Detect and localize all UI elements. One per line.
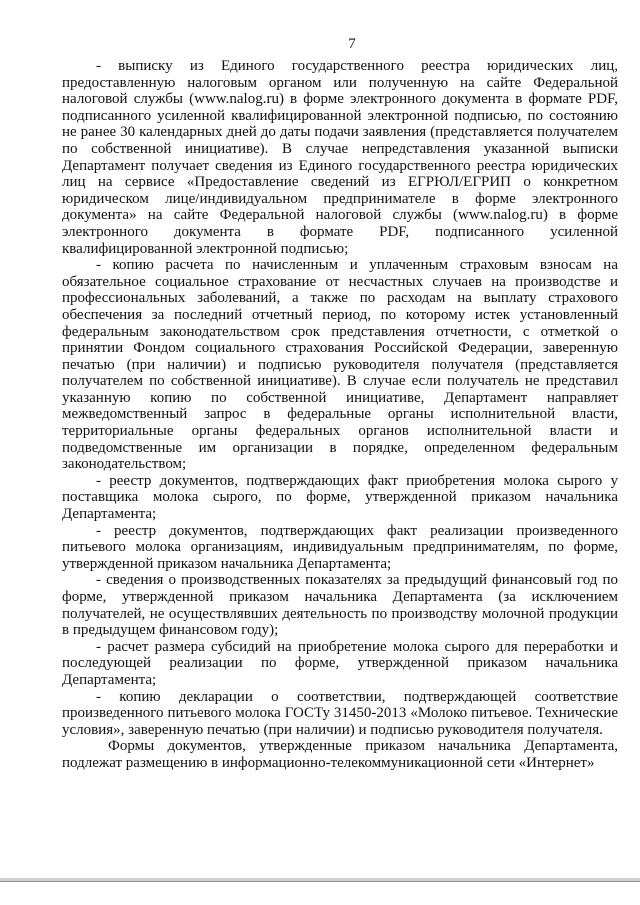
paragraph-insurance-calculation: - копию расчета по начисленным и уплаченным страховым взносам на обязательное социальное страхование от несчастных случаев на производстве и профессиональных заболеваний, а также по расходам на выплату страхового обеспечения за последний отчетный период, по которому истек установленный федеральным законодательством срок представления отчетности, с отметкой о принятии Фондом социального страхования Российской Федерации, заверенную печатью (при наличии) и подписью руководителя получателя (представляется получателем по собственной инициативе). В случае если получатель не представил указанную копию по собственной инициативе, Департамент направляет межведомственный запрос в федеральные органы исполнительной власти, территориальные органы федеральных органов исполнительной власти и подведомственные им организации в порядке, определенном федеральным законодательством; xyxy=(62,257,618,473)
paragraph-sales-registry: - реестр документов, подтверждающих факт реализации произведенного питьевого молока организациям, индивидуальным предпринимателям, по форме, утвержденной приказом начальника Департамента; xyxy=(62,522,618,572)
paragraph-production-data: - сведения о производственных показателях за предыдущий финансовый год по форме, утвержденной приказом начальника Департамента (за исключением получателей, не осуществлявших деятельность по производству молочной продукции в предыдущем финансовом году); xyxy=(62,572,618,639)
paragraph-egrul-extract: - выписку из Единого государственного реестра юридических лиц, предоставленную налоговым органом или полученную на сайте Федеральной налоговой службы (www.nalog.ru) в форме электронного документа в формате PDF, подписанного усиленной квалифицированной электронной подписью, по состоянию не ранее 30 календарных дней до даты подачи заявления (представляется получателем по собственной инициативе). В случае непредставления указанной выписки Департамент получает сведения из Единого государственного реестра юридических лиц на сервисе «Предоставление сведений из ЕГРЮЛ/ЕГРИП о конкретном юридическом лице/индивидуальном предпринимателе в форме электронного документа» на сайте Федеральной налоговой службы (www.nalog.ru) в форме электронного документа в формате PDF, подписанного усиленной квалифицированной электронной подписью; xyxy=(62,58,618,257)
page-number: 7 xyxy=(348,36,356,52)
paragraph-forms-publication: Формы документов, утвержденные приказом начальника Департамента, подлежат размещению в информационно-телекоммуникационной сети «Интернет» xyxy=(62,738,618,771)
document-body xyxy=(62,58,618,772)
paragraph-declaration-copy: - копию декларации о соответствии, подтверждающей соответствие произведенного питьевого молока ГОСТу 31450-2013 «Молоко питьевое. Технические условия», заверенную печатью (при наличии) и подписью руководителя получателя. xyxy=(62,688,618,738)
scan-edge-line-dark xyxy=(0,881,640,882)
paragraph-subsidy-calculation: - расчет размера субсидий на приобретение молока сырого для переработки и последующей реализации по форме, утвержденной приказом начальника Департамента; xyxy=(62,638,618,688)
paragraph-purchase-registry: - реестр документов, подтверждающих факт приобретения молока сырого у поставщика молока сырого, по форме, утвержденной приказом начальника Департамента; xyxy=(62,472,618,523)
